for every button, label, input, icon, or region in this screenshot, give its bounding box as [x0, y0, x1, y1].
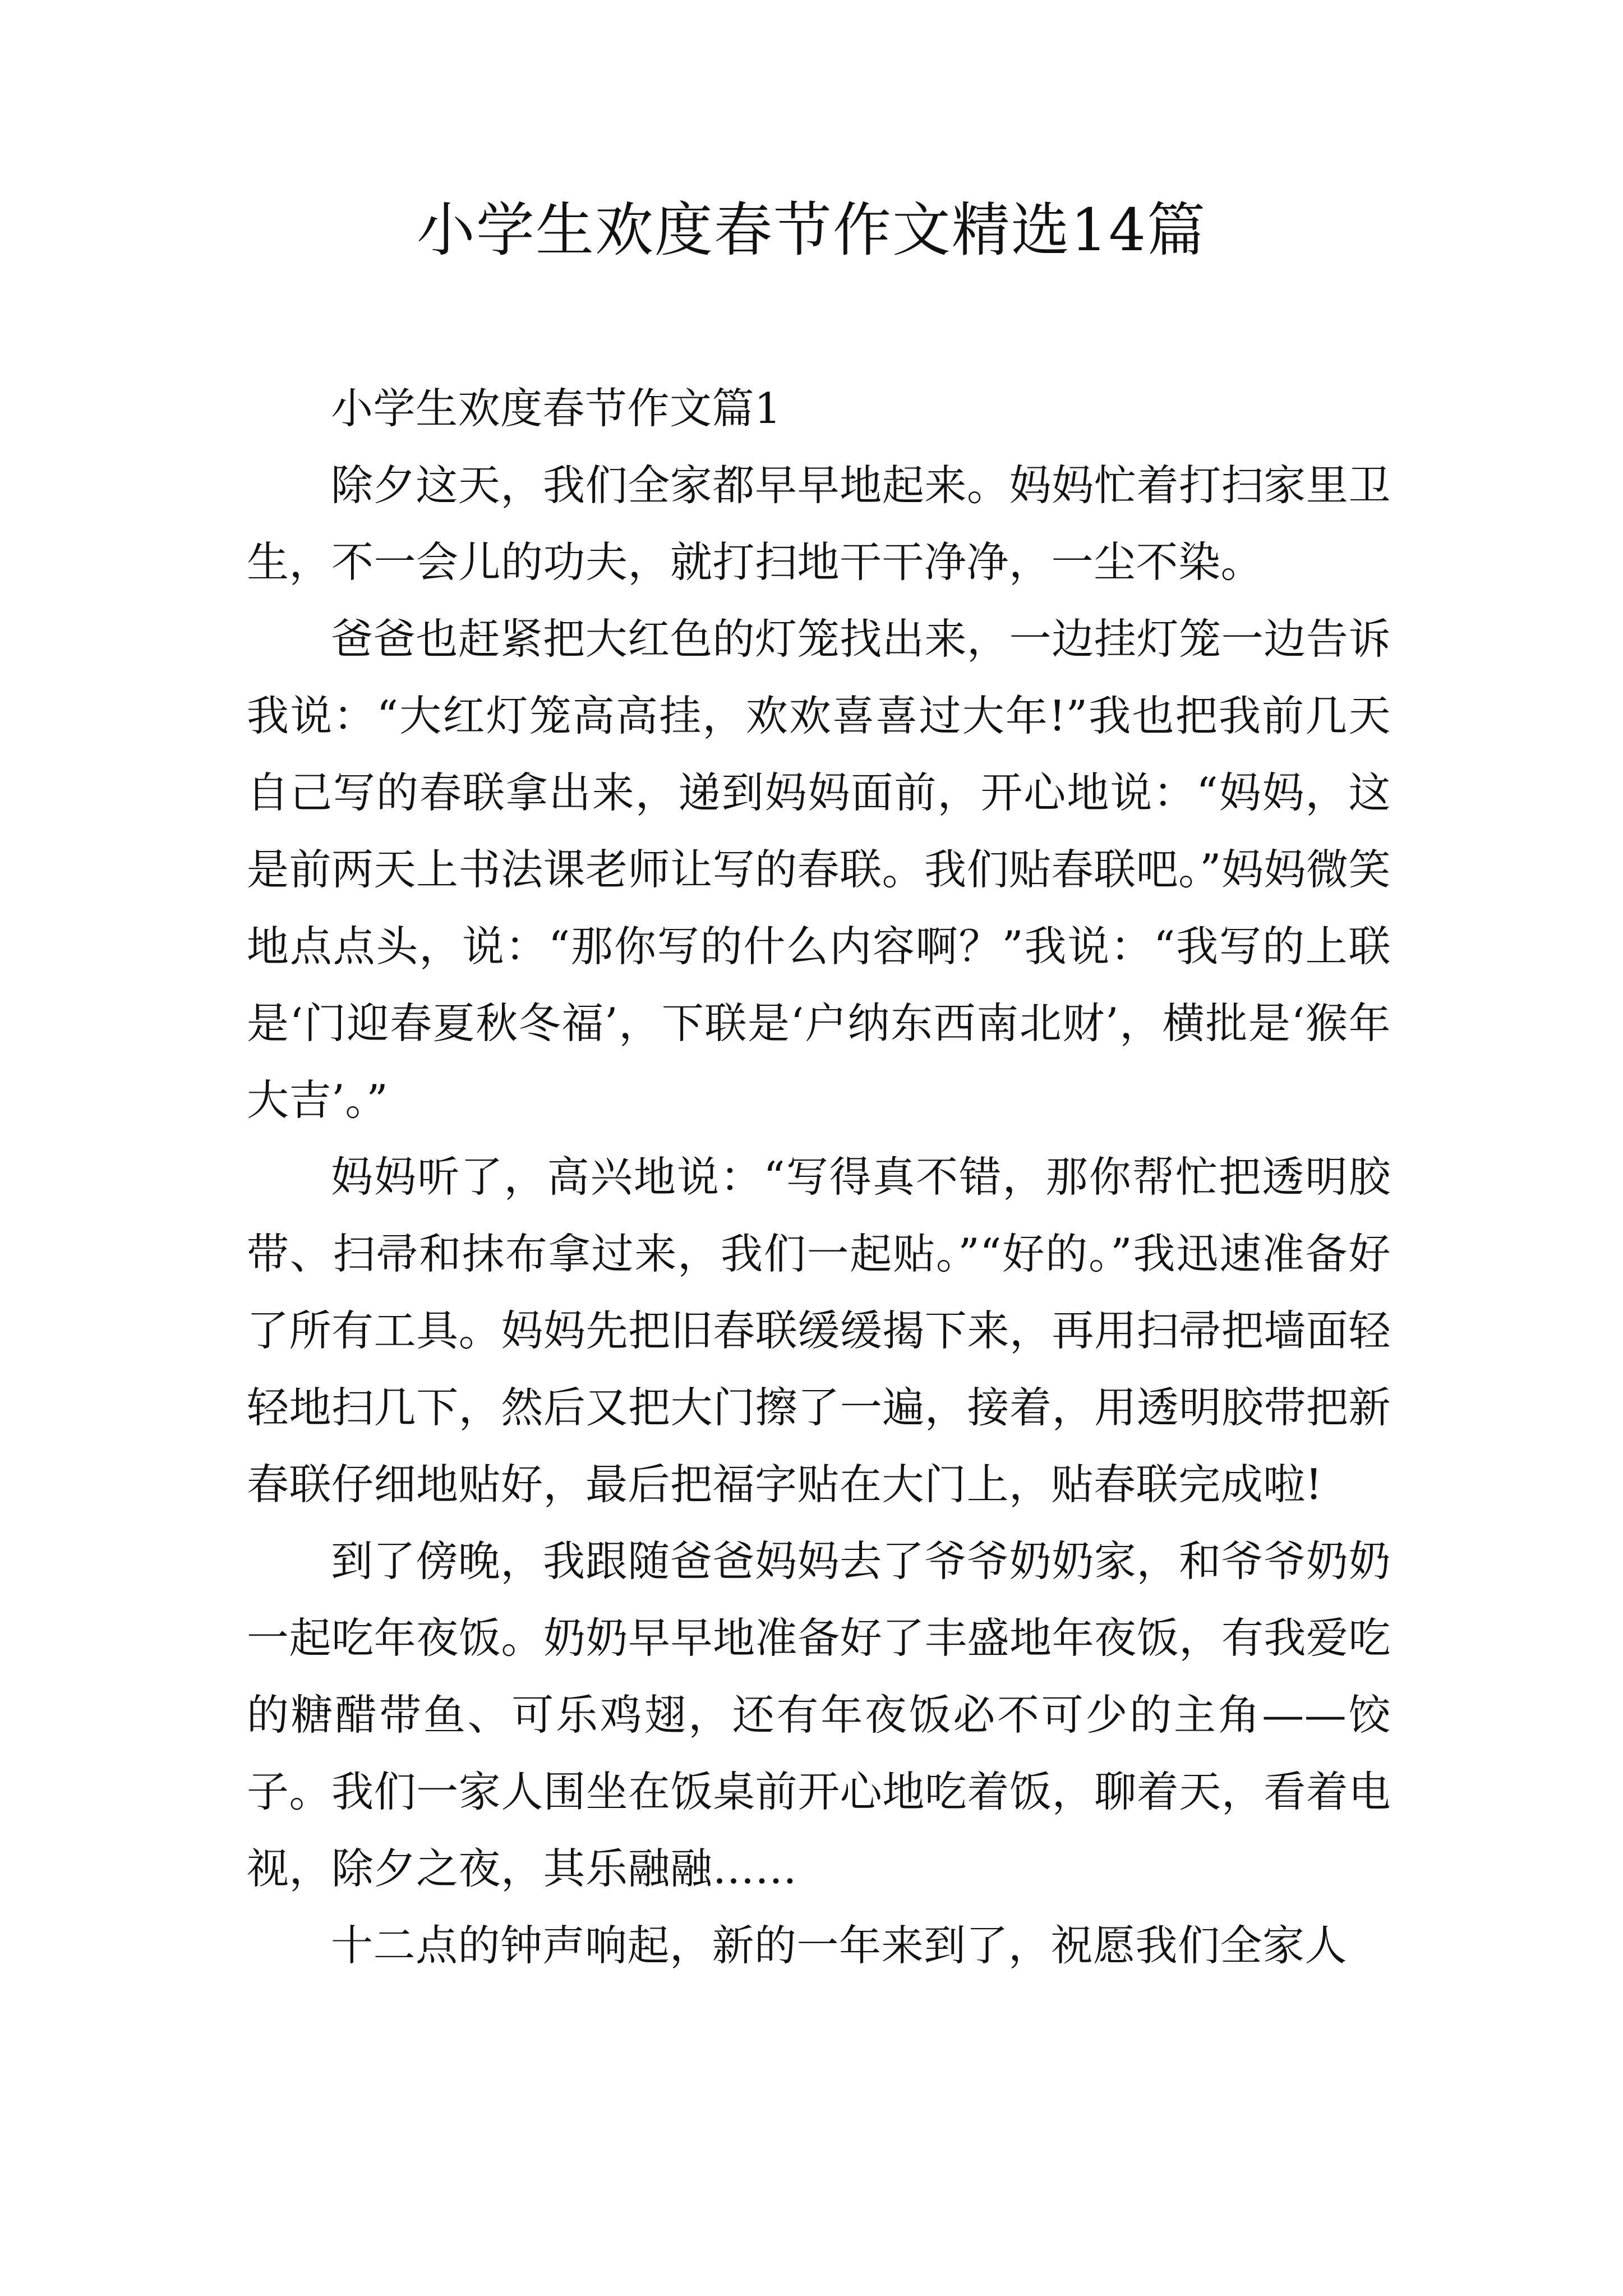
paragraph: 到了傍晚，我跟随爸爸妈妈去了爷爷奶奶家，和爷爷奶奶一起吃年夜饭。奶奶早早地准备好了丰盛地年夜饭，有我爱吃的糖醋带鱼、可乐鸡翅，还有年夜饭必不可少的主角——饺子。我们一家人围坐在饭桌前开心地吃着饭，聊着天，看着电视，除夕之夜，其乐融融……: [247, 1536, 1391, 1893]
document-title: 小学生欢度春节作文精选14篇: [416, 196, 1207, 264]
paragraph: 妈妈听了，高兴地说：“写得真不错，那你帮忙把透明胶带、扫帚和抹布拿过来，我们一起贴。”“好的。”我迅速准备好了所有工具。妈妈先把旧春联缓缓揭下来，再用扫帚把墙面轻轻地扫几下，然后又把大门擦了一遍，接着，用透明胶带把新春联仔细地贴好，最后把福字贴在大门上，贴春联完成啦!: [247, 1152, 1391, 1509]
section-heading: 小学生欢度春节作文篇1: [331, 384, 782, 433]
paragraph: 除夕这天，我们全家都早早地起来。妈妈忙着打扫家里卫生，不一会儿的功夫，就打扫地干干净净，一尘不染。: [247, 461, 1391, 587]
document-body: [247, 370, 1391, 1984]
paragraph: 十二点的钟声响起，新的一年来到了，祝愿我们全家人: [331, 1921, 1348, 1970]
paragraph: 爸爸也赶紧把大红色的灯笼找出来，一边挂灯笼一边告诉我说：“大红灯笼高高挂，欢欢喜喜过大年!”我也把我前几天自己写的春联拿出来，递到妈妈面前，开心地说：“妈妈，这是前两天上书法课老师让写的春联。我们贴春联吧。”妈妈微笑地点点头，说：“那你写的什么内容啊？”我说：“我写的上联是‘门迎春夏秋冬福’，下联是‘户纳东西南北财’，横批是‘猴年大吉’。”: [247, 614, 1391, 1125]
